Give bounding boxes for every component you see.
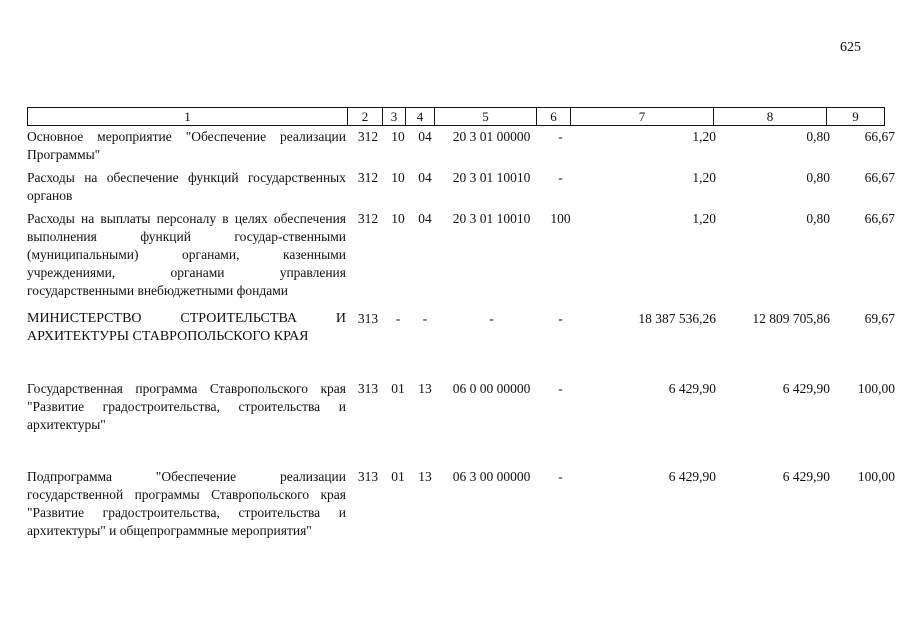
header-col-5: 5: [435, 108, 537, 126]
row-col-7: 6 429,90: [668, 469, 716, 484]
row-col-6: -: [558, 170, 563, 185]
row-name: Основное мероприятие "Обеспечение реализации Программы": [27, 129, 346, 162]
row-col-2: 313: [357, 381, 379, 396]
row-col-4: 13: [418, 381, 432, 396]
header-col-7: 7: [571, 108, 714, 126]
budget-table: [27, 128, 901, 540]
row-col-4: 04: [418, 211, 432, 226]
row-col-3: 01: [391, 381, 405, 396]
row-col-5: 20 3 01 10010: [452, 170, 531, 185]
row-col-5: 20 3 01 10010: [452, 211, 531, 226]
table-row: [27, 169, 901, 210]
table-header: [27, 107, 885, 126]
row-col-5: 20 3 01 00000: [452, 129, 531, 144]
row-col-7: 6 429,90: [668, 381, 716, 396]
row-col-8: 6 429,90: [782, 381, 830, 396]
row-col-4: -: [422, 311, 428, 326]
row-col-9: 100,00: [857, 381, 895, 396]
row-col-4: 04: [418, 170, 432, 185]
page-number: 625: [840, 40, 861, 55]
row-col-8: 12 809 705,86: [752, 311, 830, 326]
row-name: МИНИСТЕРСТВО СТРОИТЕЛЬСТВА И АРХИТЕКТУРЫ СТАВРОПОЛЬСКОГО КРАЯ: [27, 311, 346, 344]
header-col-2: 2: [348, 108, 383, 126]
row-col-9: 66,67: [864, 129, 895, 144]
header-col-1: 1: [28, 108, 348, 126]
row-col-9: 66,67: [864, 211, 895, 226]
row-col-7: 1,20: [692, 211, 716, 226]
row-col-5: -: [489, 311, 494, 326]
row-col-3: -: [395, 311, 401, 326]
row-col-8: 0,80: [806, 211, 830, 226]
row-col-3: 01: [391, 469, 405, 484]
row-col-3: 10: [391, 211, 405, 226]
header-col-9: 9: [827, 108, 885, 126]
row-name: Расходы на обеспечение функций государственных органов: [27, 170, 346, 203]
row-col-7: 1,20: [692, 170, 716, 185]
table-row: [27, 210, 901, 310]
row-col-2: 312: [357, 211, 379, 226]
row-name: Подпрограмма "Обеспечение реализации государственной программы Ставропольского края "Развитие градостроительства, строительства и архитектуры" и общепрограммные мероприятия": [27, 469, 346, 538]
header-row: [28, 108, 885, 126]
row-col-2: 313: [357, 469, 379, 484]
row-col-7: 1,20: [692, 129, 716, 144]
row-col-5: 06 3 00 00000: [452, 469, 531, 484]
row-col-2: 313: [357, 311, 379, 326]
row-col-6: -: [558, 129, 563, 144]
table-row: [27, 128, 901, 169]
row-col-8: 0,80: [806, 129, 830, 144]
row-name: Государственная программа Ставропольского края "Развитие градостроительства, строительства и архитектуры": [27, 381, 346, 432]
row-col-2: 312: [357, 129, 379, 144]
row-col-6: -: [558, 311, 563, 326]
row-col-4: 04: [418, 129, 432, 144]
header-col-4: 4: [406, 108, 435, 126]
row-col-3: 10: [391, 170, 405, 185]
row-col-5: 06 0 00 00000: [452, 381, 531, 396]
header-col-3: 3: [383, 108, 406, 126]
row-col-3: 10: [391, 129, 405, 144]
table-row: [27, 468, 901, 540]
row-col-9: 69,67: [864, 311, 895, 326]
table-row: [27, 310, 901, 380]
row-col-9: 66,67: [864, 170, 895, 185]
row-col-6: -: [558, 469, 563, 484]
row-col-9: 100,00: [857, 469, 895, 484]
row-col-7: 18 387 536,26: [638, 311, 716, 326]
row-col-4: 13: [418, 469, 432, 484]
row-col-2: 312: [357, 170, 379, 185]
row-name: Расходы на выплаты персоналу в целях обеспечения выполнения функций государ-ственными (муниципальными) органами, казенными учреждениями, органами управления государственными внебюджетными фондами: [27, 211, 346, 298]
header-col-8: 8: [714, 108, 827, 126]
row-col-6: 100: [550, 211, 571, 226]
table-row: [27, 380, 901, 468]
row-col-8: 0,80: [806, 170, 830, 185]
row-col-8: 6 429,90: [782, 469, 830, 484]
row-col-6: -: [558, 381, 563, 396]
header-col-6: 6: [537, 108, 571, 126]
